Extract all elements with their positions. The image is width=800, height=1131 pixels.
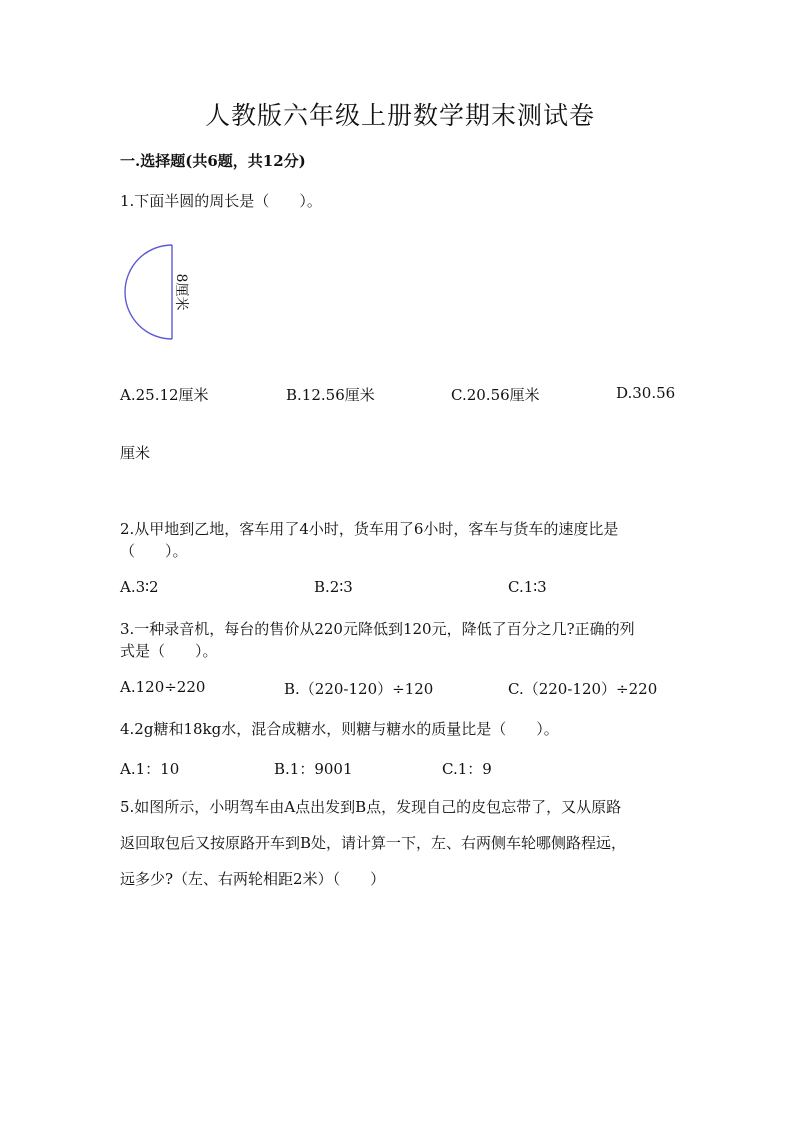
question-2-option-c: C.1∶3 — [508, 578, 547, 596]
question-3-line-2: 式是（ ）。 — [120, 642, 218, 660]
diameter-label: 8厘米 — [173, 273, 189, 311]
question-2-line-1: 2.从甲地到乙地，客车用了4小时，货车用了6小时，客车与货车的速度比是 — [120, 520, 619, 538]
question-3-option-c: C.（220-120）÷220 — [508, 680, 658, 698]
question-2-line-2: （ ）。 — [120, 542, 188, 560]
question-1-option-b: B.12.56厘米 — [286, 386, 375, 404]
question-4-option-b: B.1：9001 — [274, 760, 353, 778]
semicircle-arc — [125, 245, 172, 339]
question-1-option-a: A.25.12厘米 — [120, 386, 209, 404]
semicircle-figure — [118, 240, 208, 342]
question-5-line-3: 远多少?（左、右两轮相距2米）（ ） — [120, 870, 386, 888]
question-1-option-d-tail: 厘米 — [120, 444, 151, 462]
question-3-line-1: 3.一种录音机，每台的售价从220元降低到120元，降低了百分之几?正确的列 — [120, 620, 635, 638]
question-2-option-a: A.3∶2 — [120, 578, 159, 596]
question-4-option-a: A.1：10 — [120, 760, 180, 778]
question-1-option-c: C.20.56厘米 — [451, 386, 540, 404]
question-3-option-a: A.120÷220 — [120, 678, 206, 696]
question-1-option-d: D.30.56 — [616, 384, 676, 402]
page-title: 人教版六年级上册数学期末测试卷 — [204, 101, 595, 130]
question-4-option-c: C.1：9 — [442, 760, 492, 778]
section-heading: 一.选择题(共6题，共12分) — [120, 152, 306, 170]
question-4-stem: 4.2g糖和18kg水，混合成糖水，则糖与糖水的质量比是（ ）。 — [120, 720, 559, 738]
question-5-line-2: 返回取包后又按原路开车到B处，请计算一下，左、右两侧车轮哪侧路程远， — [120, 834, 627, 852]
question-2-option-b: B.2∶3 — [314, 578, 353, 596]
question-1-stem: 1.下面半圆的周长是（ ）。 — [120, 192, 322, 210]
question-3-option-b: B.（220-120）÷120 — [284, 680, 434, 698]
question-5-line-1: 5.如图所示，小明驾车由A点出发到B点，发现自己的皮包忘带了，又从原路 — [120, 798, 622, 816]
